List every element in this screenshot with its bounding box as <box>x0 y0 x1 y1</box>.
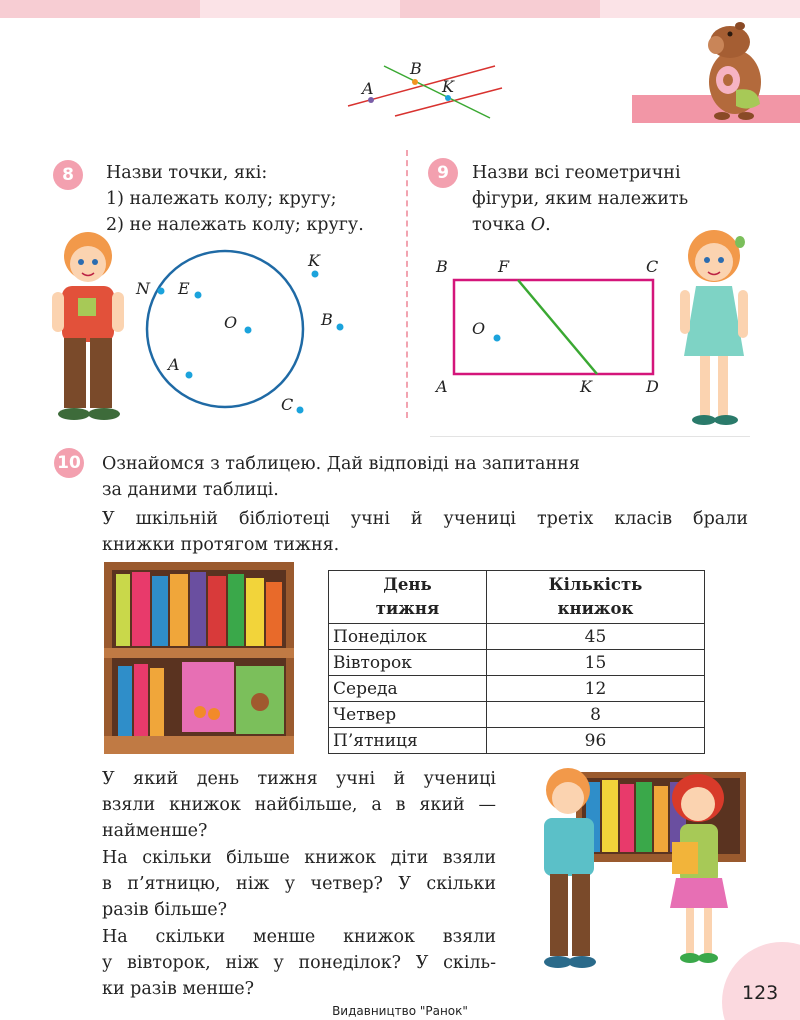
label-c: C <box>281 395 294 414</box>
point-a <box>186 372 193 379</box>
task-9-number: 9 <box>428 158 458 188</box>
task-9-text <box>472 160 688 238</box>
task-10-context-line-1: У шкільній бібліотеці учні й учениці третіх класів брали <box>102 509 748 529</box>
point-b <box>337 324 344 331</box>
label-e: E <box>178 279 190 298</box>
task-8-line-2: 1) належать колу; кругу; <box>106 189 337 209</box>
point-b <box>412 79 418 85</box>
task-10-number: 10 <box>54 448 84 478</box>
table-header-row <box>329 571 705 624</box>
cell-day: Середа <box>329 676 487 702</box>
segment-fk <box>518 280 597 374</box>
point-n <box>158 288 165 295</box>
label-b: B <box>436 257 448 276</box>
header-count: Кількість книжок <box>487 571 705 624</box>
cell-day: П’ятниця <box>329 728 487 754</box>
boy-illustration <box>48 228 128 428</box>
question-2: На скільки більше книжок діти взяли в п’ятницю, ніж у четвер? У скільки разів більше? <box>102 848 496 920</box>
task-8-line-1: Назви точки, які: <box>106 163 268 183</box>
table-row <box>329 676 705 702</box>
task-9-line-2: фігури, яким належить <box>472 189 689 209</box>
capybara-mascot-illustration <box>700 20 770 120</box>
cell-day: Четвер <box>329 702 487 728</box>
circle-figure <box>130 244 360 424</box>
label-f: F <box>498 257 510 276</box>
intersecting-lines-figure <box>340 58 510 122</box>
task-10-intro <box>102 451 580 503</box>
table-row <box>329 624 705 650</box>
girl-illustration <box>676 226 756 432</box>
top-decorative-strip <box>0 0 800 18</box>
cell-count: 12 <box>487 676 705 702</box>
task-8-number: 8 <box>53 160 83 190</box>
task-8-line-3: 2) не належать колу; кругу. <box>106 215 364 235</box>
label-k: K <box>308 251 320 270</box>
task-10-context-line-2: книжки протягом тижня. <box>102 535 340 555</box>
label-a: A <box>168 355 180 374</box>
label-d: D <box>646 377 659 396</box>
label-o: O <box>472 319 486 338</box>
task-10-intro-line-1: Ознайомся з таблицею. Дай відповіді на запитання <box>102 454 580 474</box>
books-per-day-table <box>328 570 705 754</box>
label-a: A <box>362 79 374 98</box>
point-c <box>297 407 304 414</box>
task-10-intro-line-2: за даними таблиці. <box>102 480 279 500</box>
table-row <box>329 702 705 728</box>
question-1: У який день тижня учні й учениці взяли книжок найбільше, а в який — найменше? <box>102 769 496 841</box>
section-divider <box>430 436 750 437</box>
cell-day: Понеділок <box>329 624 487 650</box>
publisher-footer: Видавництво "Ранок" <box>332 1004 468 1018</box>
header-day: День тижня <box>329 571 487 624</box>
label-a: A <box>436 377 448 396</box>
point-o <box>494 335 501 342</box>
task-10-context <box>102 506 748 558</box>
label-o: O <box>224 313 238 332</box>
label-k: K <box>580 377 592 396</box>
page-number: 123 <box>742 982 779 1004</box>
point-k <box>312 271 319 278</box>
label-b: B <box>410 59 422 78</box>
bookshelf-illustration <box>104 562 294 754</box>
task-8-text <box>106 160 364 238</box>
task-9-line-3: точка O. <box>472 215 551 235</box>
cell-count: 8 <box>487 702 705 728</box>
table-row <box>329 728 705 754</box>
question-3: На скільки менше книжок взяли у вівторок, ніж у понеділок? У скіль- ки разів менше? <box>102 927 496 999</box>
table-row <box>329 650 705 676</box>
label-k: K <box>442 77 454 96</box>
cell-day: Вівторок <box>329 650 487 676</box>
task-divider-vertical <box>406 150 408 418</box>
cell-count: 15 <box>487 650 705 676</box>
task-9-line-1: Назви всі геометричні <box>472 163 681 183</box>
label-n: N <box>136 279 150 298</box>
cell-count: 45 <box>487 624 705 650</box>
label-b: B <box>321 310 333 329</box>
children-at-bookshelf-illustration <box>516 758 746 974</box>
rectangle-figure <box>430 252 670 402</box>
point-e <box>195 292 202 299</box>
cell-count: 96 <box>487 728 705 754</box>
label-c: C <box>646 257 659 276</box>
point-o <box>245 327 252 334</box>
